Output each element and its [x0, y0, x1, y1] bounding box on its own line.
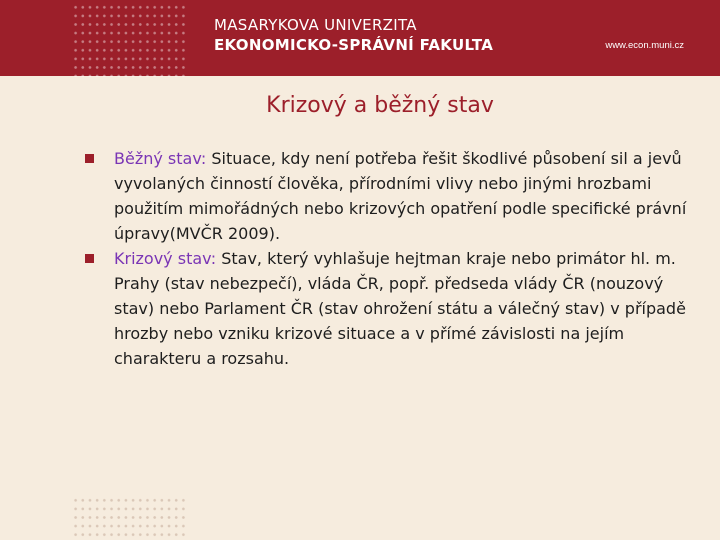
bullet-list: [85, 146, 695, 371]
website-url: www.econ.muni.cz: [605, 40, 684, 51]
letter-grid-logo: [72, 3, 187, 77]
term-label: Krizový stav:: [114, 249, 217, 268]
term-definition: Situace, kdy není potřeba řešit škodlivé působení sil a jevů vyvolaných činností člověka, přírodními vlivy nebo jinými hrozbami použitím mimořádných nebo krizových opatření podle specifické právní úpravy(MVČR 2009).: [114, 149, 687, 243]
faculty-name: EKONOMICKO-SPRÁVNÍ FAKULTA: [214, 36, 494, 54]
list-item: [85, 246, 695, 371]
square-bullet-icon: [85, 254, 94, 263]
letter-grid-decoration: [72, 496, 187, 540]
header-banner: [0, 0, 720, 76]
university-name: MASARYKOVA UNIVERZITA: [214, 16, 417, 34]
list-item: [85, 146, 695, 246]
term-definition: Stav, který vyhlašuje hejtman kraje nebo primátor hl. m. Prahy (stav nebezpečí), vláda ČR, popř. předseda vlády ČR (nouzový stav) nebo Parlament ČR (stav ohrožení státu a válečný stav) v případě hrozby nebo vzniku krizové situace a v přímé závislosti na jejím charakteru a rozsahu.: [114, 249, 686, 368]
term-label: Běžný stav:: [114, 149, 207, 168]
slide-title: Krizový a běžný stav: [266, 93, 494, 118]
square-bullet-icon: [85, 154, 94, 163]
institution-name: [214, 15, 493, 55]
